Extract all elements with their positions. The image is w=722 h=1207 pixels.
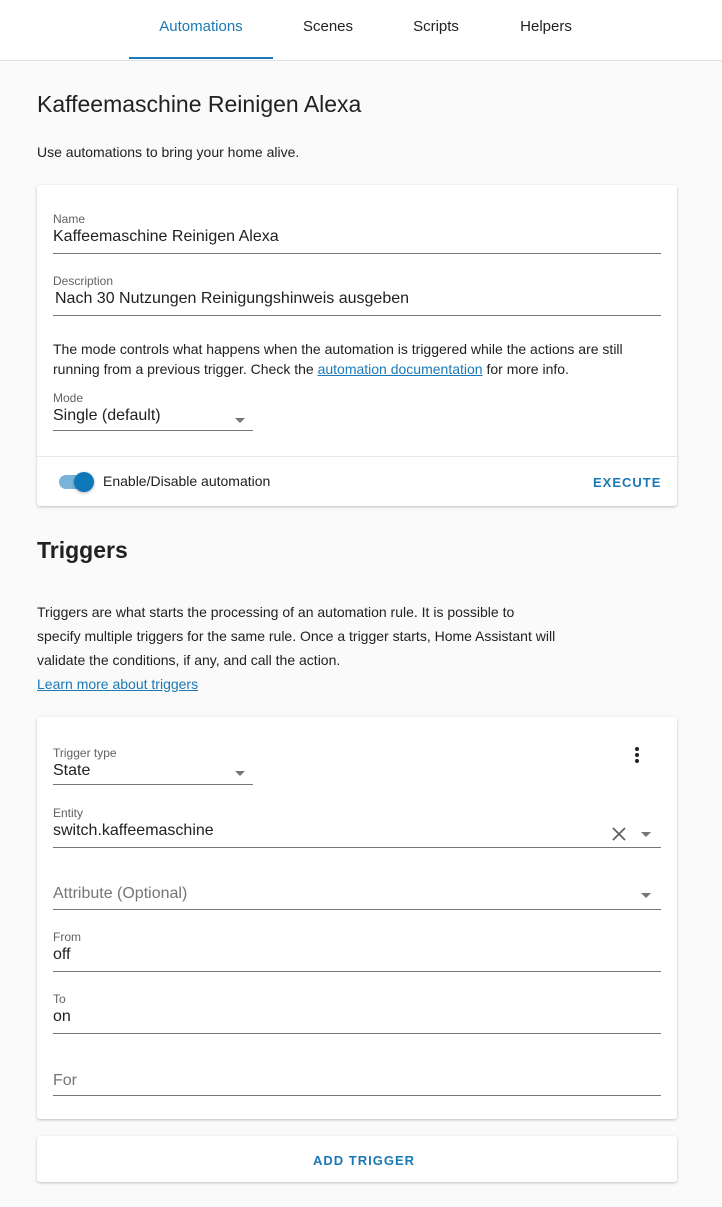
chevron-down-icon — [235, 771, 245, 776]
card-divider — [37, 456, 677, 457]
trigger-type-label: Trigger type — [53, 746, 117, 760]
tab-automations[interactable]: Automations — [159, 18, 243, 35]
description-underline — [53, 315, 661, 316]
tab-helpers[interactable]: Helpers — [520, 18, 572, 35]
trigger-type-value: State — [53, 762, 91, 779]
name-underline — [53, 253, 661, 254]
page-intro: Use automations to bring your home alive. — [37, 144, 300, 160]
attribute-underline — [53, 909, 661, 910]
tab-scenes[interactable]: Scenes — [302, 18, 354, 35]
entity-field[interactable] — [53, 806, 661, 848]
from-input[interactable]: off — [53, 946, 71, 963]
mode-label: Mode — [53, 391, 84, 405]
add-trigger-card[interactable] — [37, 1136, 677, 1182]
from-label: From — [53, 930, 81, 944]
to-label: To — [53, 992, 66, 1006]
toggle-thumb[interactable] — [74, 472, 94, 492]
entity-input[interactable]: switch.kaffeemaschine — [53, 822, 214, 839]
tab-scripts[interactable]: Scripts — [413, 18, 459, 35]
mode-value: Single (default) — [53, 407, 161, 424]
entity-label: Entity — [53, 806, 84, 820]
description-label: Description — [53, 274, 114, 288]
description-input[interactable]: Nach 30 Nutzungen Reinigungshinweis ausgeben — [55, 290, 410, 307]
from-underline — [53, 971, 661, 972]
for-placeholder: For — [53, 1072, 77, 1089]
for-underline — [53, 1095, 661, 1096]
to-input[interactable]: on — [53, 1008, 71, 1025]
name-field[interactable] — [53, 212, 661, 255]
clear-icon[interactable] — [611, 826, 627, 842]
mode-help-after: for more info. — [482, 361, 569, 377]
learn-more-triggers-link[interactable]: Learn more about triggers — [37, 676, 199, 692]
name-input[interactable]: Kaffeemaschine Reinigen Alexa — [53, 228, 279, 245]
execute-button[interactable]: EXECUTE — [593, 475, 662, 490]
mode-underline — [53, 430, 253, 431]
triggers-description — [37, 600, 557, 696]
more-options-icon[interactable] — [627, 747, 647, 767]
entity-underline — [53, 847, 661, 848]
mode-select[interactable] — [53, 391, 253, 433]
from-field[interactable] — [53, 930, 661, 972]
page-title: Kaffeemaschine Reinigen Alexa — [37, 91, 362, 117]
add-trigger-button[interactable]: ADD TRIGGER — [313, 1153, 415, 1168]
name-label: Name — [53, 212, 86, 226]
attribute-select[interactable] — [53, 885, 661, 911]
mode-help-text — [53, 339, 653, 379]
trigger-type-underline — [53, 784, 253, 785]
chevron-down-icon — [641, 893, 651, 898]
to-field[interactable] — [53, 992, 661, 1034]
enable-toggle-label: Enable/Disable automation — [103, 473, 271, 489]
chevron-down-icon — [235, 418, 245, 423]
to-underline — [53, 1033, 661, 1034]
tab-bar — [0, 0, 722, 61]
automation-details-card — [37, 185, 677, 506]
chevron-down-icon[interactable] — [641, 832, 651, 837]
triggers-description-text: Triggers are what starts the processing of an automation rule. It is possible to specify multiple triggers for the same rule. Once a trigger starts, Home Assistant will validate the conditions, if any, and call the action. — [37, 604, 556, 668]
for-field[interactable] — [53, 1072, 661, 1098]
active-tab-indicator — [129, 57, 273, 59]
mode-help-before: The mode controls what happens when the automation is triggered while the actions are still running from a previous trigger. Check the — [53, 341, 623, 377]
automation-documentation-link[interactable]: automation documentation — [317, 361, 483, 377]
trigger-type-select[interactable] — [53, 746, 253, 788]
trigger-card — [37, 717, 677, 1119]
description-field[interactable] — [53, 274, 661, 317]
attribute-placeholder: Attribute (Optional) — [53, 885, 188, 902]
triggers-title: Triggers — [37, 537, 128, 563]
